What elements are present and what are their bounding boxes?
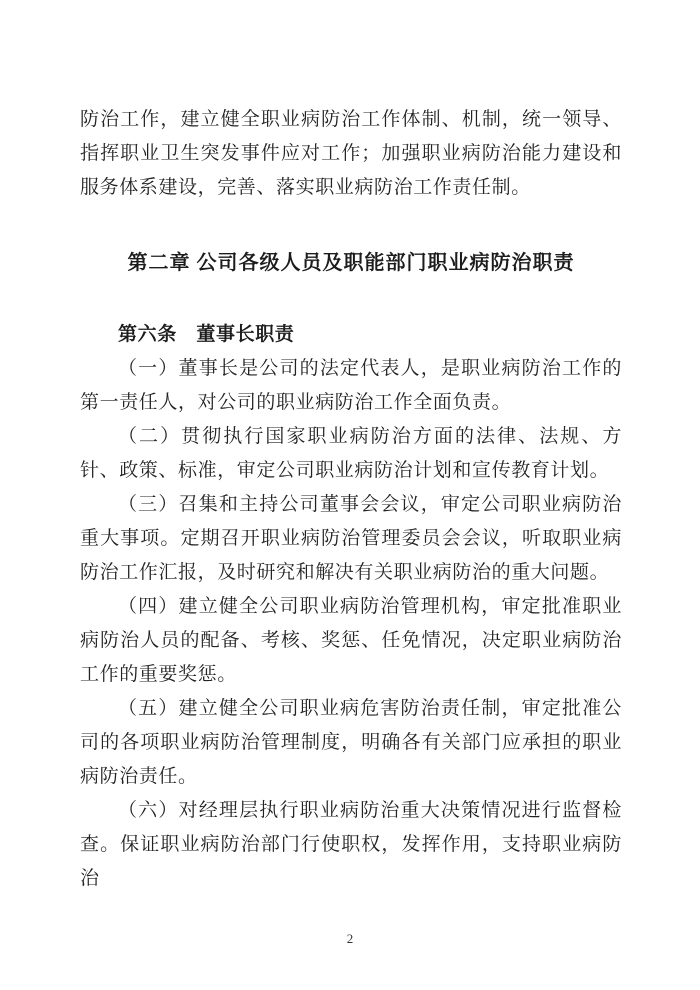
list-item-2: （二）贯彻执行国家职业病防治方面的法律、法规、方针、政策、标准，审定公司职业病防治计划和宣传教育计划。	[80, 426, 622, 481]
page-number: 2	[346, 931, 354, 946]
list-item-1: （一）董事长是公司的法定代表人，是职业病防治工作的第一责任人，对公司的职业病防治工作全面负责。	[80, 358, 622, 413]
list-item-4: （四）建立健全公司职业病防治管理机构，审定批准职业病防治人员的配备、考核、奖惩、任免情况，决定职业病防治工作的重要奖惩。	[80, 596, 622, 685]
paragraph-continuation: 防治工作，建立健全职业病防治工作体制、机制，统一领导、指挥职业卫生突发事件应对工作；加强职业病防治能力建设和服务体系建设，完善、落实职业病防治工作责任制。	[80, 109, 622, 198]
section-heading: 第六条 董事长职责	[118, 324, 295, 345]
list-item-3: （三）召集和主持公司董事会会议，审定公司职业病防治重大事项。定期召开职业病防治管理委员会会议，听取职业病防治工作汇报，及时研究和解决有关职业病防治的重大问题。	[80, 494, 622, 583]
chapter-heading: 第二章 公司各级人员及职能部门职业病防治职责	[127, 252, 575, 274]
list-item-5: （五）建立健全公司职业病危害防治责任制，审定批准公司的各项职业病防治管理制度，明确各有关部门应承担的职业病防治责任。	[80, 698, 622, 787]
list-item-6: （六）对经理层执行职业病防治重大决策情况进行监督检查。保证职业病防治部门行使职权，发挥作用，支持职业病防治	[80, 800, 622, 889]
